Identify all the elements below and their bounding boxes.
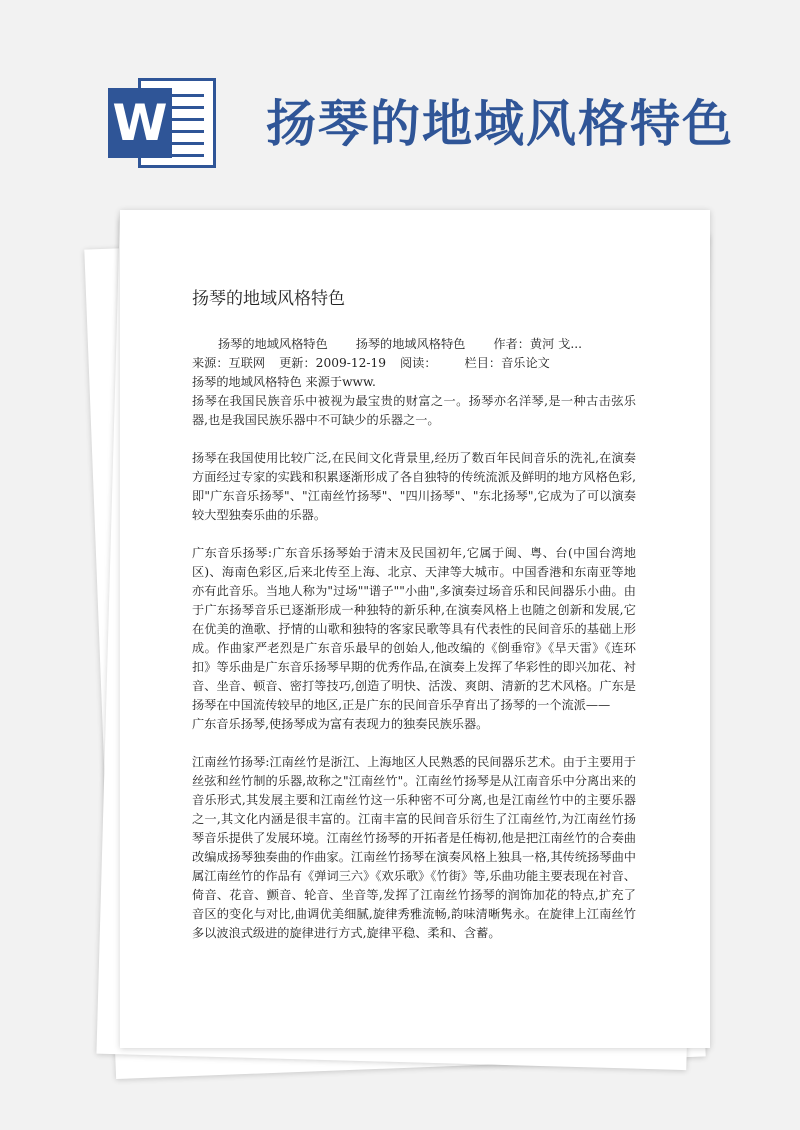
meta-title-a: 扬琴的地域风格特色: [218, 337, 328, 351]
meta-updated: 更新：2009-12-19: [279, 356, 386, 370]
meta-author: 作者：黄河 戈...: [493, 337, 582, 351]
paragraph-text: 广东音乐扬琴:广东音乐扬琴始于清末及民国初年,它属于闽、粤、台(中国台湾地区)、海南色彩区,后来北传至上海、北京、天津等大城市。中国香港和东南亚等地亦有此音乐。当地人称为"过场""谱子""小曲",多演奏过场音乐和民间器乐小曲。由于广东扬琴音乐已逐渐形成一种独特的新乐种,在演奏风格上也随之创新和发展,它在优美的渔歌、抒情的山歌和独特的客家民歌等具有代表性的民间音乐的基础上形成。作曲家严老烈是广东音乐最早的创始人,他改编的《倒垂帘》《旱天雷》《连环扣》等乐曲是广东音乐扬琴早期的优秀作品,在演奏上发挥了华彩性的即兴加花、衬音、坐音、顿音、密打等技巧,创造了明快、活泼、爽朗、清新的艺术风格。广东是扬琴在中国流传较早的地区,正是广东的民间音乐孕育出了扬琴的一个流派——: [192, 546, 636, 712]
paragraph-text: 江南丝竹扬琴:江南丝竹是浙江、上海地区人民熟悉的民间器乐艺术。由于主要用于丝弦和丝竹制的乐器,故称之"江南丝竹"。江南丝竹扬琴是从江南音乐中分离出来的音乐形式,其发展主要和江南丝竹这一乐种密不可分离,也是江南丝竹中的主要乐器之一,其文化内涵是很丰富的。江南丰富的民间音乐衍生了江南丝竹,为江南丝竹扬琴音乐提供了发展环境。江南丝竹扬琴的开拓者是任梅初,他是把江南丝竹的合奏曲改编成扬琴独奏曲的作曲家。江南丝竹扬琴在演奏风格上独具一格,其传统扬琴曲中属江南丝竹的作品有《弹词三六》《欢乐歌》《竹街》等,乐曲功能主要表现在衬音、倚音、花音、颤音、轮音、坐音等,发挥了江南丝竹扬琴的润饰加花的特点,扩充了音区的变化与对比,曲调优美细腻,旋律秀雅流畅,韵味清晰隽永。在旋律上江南丝竹多以波浪式级进的旋律进行方式,旋律平稳、柔和、含蓄。: [192, 755, 636, 940]
meta-line-3: 扬琴的地域风格特色 来源于www.: [192, 375, 376, 389]
paragraph-usage: [192, 449, 636, 525]
document-page: [120, 210, 710, 1048]
paragraph-text: 扬琴在我国民族音乐中被视为最宝贵的财富之一。扬琴亦名洋琴,是一种古击弦乐器,也是我国民族乐器中不可缺少的乐器之一。: [192, 394, 636, 427]
paragraph-text: 广东音乐扬琴,使扬琴成为富有表现力的独奏民族乐器。: [192, 717, 489, 731]
meta-read: 阅读：: [399, 356, 437, 370]
banner-title: 扬琴的地域风格特色: [266, 94, 734, 153]
meta-title-b: 扬琴的地域风格特色: [355, 337, 466, 351]
meta-line-1: [192, 335, 636, 354]
banner: [0, 0, 800, 200]
paragraph-text: 扬琴在我国使用比较广泛,在民间文化背景里,经历了数百年民间音乐的洗礼,在演奏方面经过专家的实践和积累逐渐形成了各自独特的传统流派及鲜明的地方风格色彩,即"广东音乐扬琴"、"江南丝竹扬琴"、"四川扬琴"、"东北扬琴",它成为了可以演奏较大型独奏乐曲的乐器。: [192, 451, 636, 522]
paragraph-intro: [192, 392, 636, 430]
meta-line-2: [192, 354, 636, 373]
document-title: 扬琴的地域风格特色: [192, 289, 345, 309]
paragraph-guangdong: [192, 544, 636, 734]
paragraph-jiangnan: [192, 753, 636, 943]
word-document-icon: [108, 78, 220, 168]
word-icon-letter: W: [108, 88, 172, 158]
meta-source: 来源：互联网: [192, 356, 266, 370]
meta-column: 栏目：音乐论文: [464, 356, 550, 370]
